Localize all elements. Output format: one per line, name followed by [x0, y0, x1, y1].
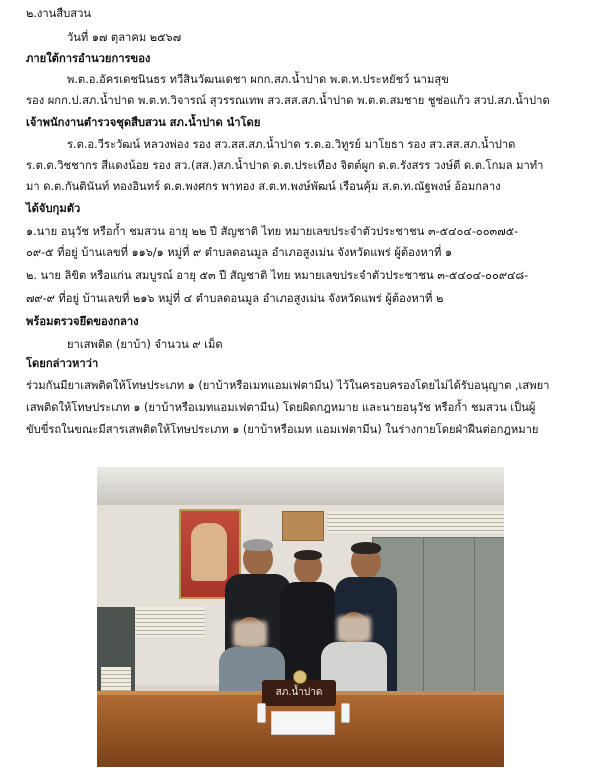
cardboard-box — [282, 511, 324, 541]
document-stack — [101, 667, 131, 691]
police-emblem-icon — [293, 670, 307, 684]
filing-cabinet — [474, 537, 504, 699]
officer-hair — [243, 539, 273, 551]
command-line-2: รอง ผกก.ป.สภ.น้ำปาด พ.ต.ท.วิจารณ์ สุวรรณเทพ สว.สส.สภ.น้ำปาด พ.ต.ต.สมชาย ชูช่อแก้ว สวป.สภ.น้ำปาด — [26, 94, 550, 107]
charge-heading: โดยกล่าวหาว่า — [26, 357, 99, 370]
suspect-1-line-2: ๐๙-๕ ที่อยู่ บ้านเลขที่ ๑๑๖/๑ หมู่ที่ ๙ ตำบลดอนมูล อำเภอสูงเม่น จังหวัดแพร่ ผู้ต้องหาที่ ๑ — [26, 246, 453, 259]
document-stack — [135, 607, 205, 637]
plaque-text: สภ.น้ำปาด — [275, 687, 323, 698]
evidence-item: ยาเสพติด (ยาบ้า) จำนวน ๙ เม็ด — [67, 338, 223, 351]
poster-figure — [191, 523, 227, 581]
face-blur — [233, 621, 267, 647]
suspect-1-line-1: ๑.นาย อนุวัช หรือก้ำ ชมสวน อายุ ๒๒ ปี สัญชาติ ไทย หมายเลขประจำตัวประชาชน ๓-๕๔๐๔-๐๐๓๗๕- — [26, 225, 519, 238]
evidence-card — [271, 711, 335, 735]
report-date: วันที่ ๑๗ ตุลาคม ๒๕๖๗ — [67, 31, 182, 44]
arrest-photo — [97, 467, 504, 767]
officers-heading: เจ้าพนักงานตำรวจชุดสืบสวน สภ.น้ำปาด นำโดย — [26, 116, 261, 129]
arrest-heading: ได้จับกุมตัว — [26, 202, 81, 215]
charge-line-3: ขับขี่รถในขณะมีสารเสพติดให้โทษประเภท ๑ (ยาบ้าหรือเมท แอมเฟตามีน) ในร่างกายโดยฝ่าฝืนต่อกฎหมาย — [26, 423, 539, 436]
officers-line-2: ร.ต.ต.วิชชากร สีแดงน้อย รอง สว.(สส.)สภ.น้ำปาด ด.ต.ประเทือง จิตต์ผูก ด.ต.รังสรร วงษ์ตี ด.ต.โกมล มาทำ — [26, 159, 544, 172]
evidence-heading: พร้อมตรวจยึดของกลาง — [26, 315, 139, 328]
officer-hair — [351, 542, 381, 554]
suspect-2-line-2: ๗๙-๙ ที่อยู่ บ้านเลขที่ ๒๑๖ หมู่ที่ ๔ ตำบลดอนมูล อำเภอสูงเม่น จังหวัดแพร่ ผู้ต้องหาที่ ๒ — [26, 292, 444, 305]
section-title: ๒.งานสืบสวน — [26, 7, 92, 20]
station-plaque — [262, 680, 336, 706]
officers-line-1: ร.ต.อ.วีระวัฒน์ หลวงพ่อง รอง สว.สส.สภ.น้ำปาด ร.ต.อ.วิทูรย์ มาโยธา รอง สว.สส.สภ.น้ำปาด — [67, 138, 516, 151]
suspect-2-line-1: ๒. นาย ลิขิต หรือแก่น สมบูรณ์ อายุ ๕๓ ปี สัญชาติ ไทย หมายเลขประจำตัวประชาชน ๓-๕๔๐๔-๐๐๙๔๘- — [26, 269, 529, 282]
officer-hair — [294, 550, 322, 560]
command-heading: ภายใต้การอำนวยการของ — [26, 52, 151, 65]
charge-line-1: ร่วมกันมียาเสพติดให้โทษประเภท ๑ (ยาบ้าหรือเมทแอมเฟตามีน) ไว้ในครอบครองโดยไม่ได้รับอนุญาต ,เสพยา — [26, 379, 550, 392]
filing-cabinet — [423, 537, 475, 699]
photo-ceiling — [97, 467, 504, 505]
evidence-bottle — [257, 703, 266, 723]
officers-line-3: มา ด.ต.กันตินันท์ ทองอินทร์ ด.ต.พงศกร พาทอง ส.ต.ท.พงษ์พัฒน์ เรือนคุ้ม ส.ต.ท.ณัฐพงษ์ อ้อมกลาง — [26, 180, 501, 193]
command-line-1: พ.ต.อ.อัครเดชนินธร ทวีสินวัฒนเดชา ผกก.สภ.น้ำปาด พ.ต.ท.ประหยัชว์ นามสุข — [67, 73, 449, 86]
stacked-files — [327, 511, 504, 533]
face-blur — [337, 616, 371, 642]
charge-line-2: เสพติดให้โทษประเภท ๑ (ยาบ้าหรือเมทแอมเฟตามีน) โดยผิดกฎหมาย และนายอนุวัช หรือก้ำ ชมสวน เป็นผู้ — [26, 401, 536, 414]
evidence-bottle — [341, 703, 350, 723]
